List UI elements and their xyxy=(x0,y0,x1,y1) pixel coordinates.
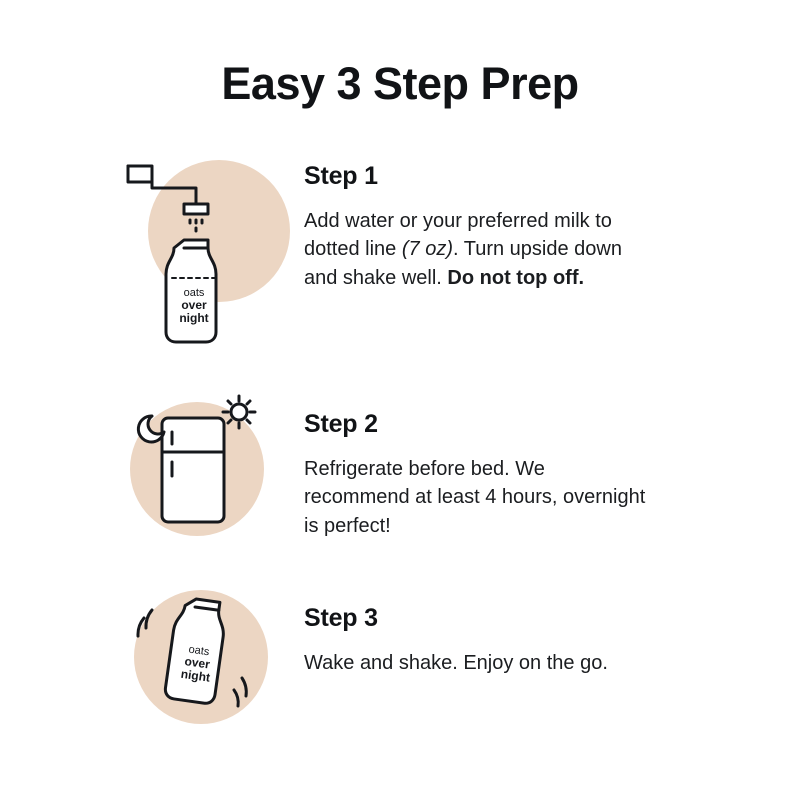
step-1-body-bold: Do not top off. xyxy=(447,266,585,289)
step-1-body-emphasis: (7 oz) xyxy=(401,238,453,261)
step-item-2 xyxy=(118,384,740,544)
bottle-label-line2: over xyxy=(183,654,211,672)
step-3-body: Wake and shake. Enjoy on the go. xyxy=(304,652,608,674)
step-item-3 xyxy=(118,582,740,742)
refrigerator-moon-sun-icon xyxy=(118,384,278,544)
bottle-label-line1: oats xyxy=(187,643,211,659)
step-1-text xyxy=(304,148,654,292)
step-2-text xyxy=(304,384,654,540)
step-1-body-part1: Add water or your preferred milk to dotted line xyxy=(304,210,612,261)
page-title: Easy 3 Step Prep xyxy=(221,58,579,109)
step-3-heading: Step 3 xyxy=(304,604,378,632)
step-1-body-part2: . Turn upside down and shake well. xyxy=(304,238,622,289)
steps-list xyxy=(0,148,800,742)
bottle-label-line3: night xyxy=(179,311,209,325)
bottle-label-line2: over xyxy=(181,298,207,312)
bottle-label-line3: night xyxy=(179,666,211,685)
bottle-label-line1: oats xyxy=(183,287,205,299)
step-1-heading: Step 1 xyxy=(304,162,378,190)
step-item-1 xyxy=(118,148,740,348)
faucet-filling-bottle-icon xyxy=(118,148,278,348)
step-1-illustration xyxy=(118,148,278,348)
step-3-text xyxy=(304,582,608,677)
step-1-body xyxy=(304,207,654,292)
step-2-heading: Step 2 xyxy=(304,410,378,438)
step-2-body: Refrigerate before bed. We recommend at least 4 hours, overnight is perfect! xyxy=(304,458,646,537)
shaking-bottle-icon xyxy=(118,582,278,742)
step-2-illustration xyxy=(118,384,278,544)
step-3-illustration xyxy=(118,582,278,742)
